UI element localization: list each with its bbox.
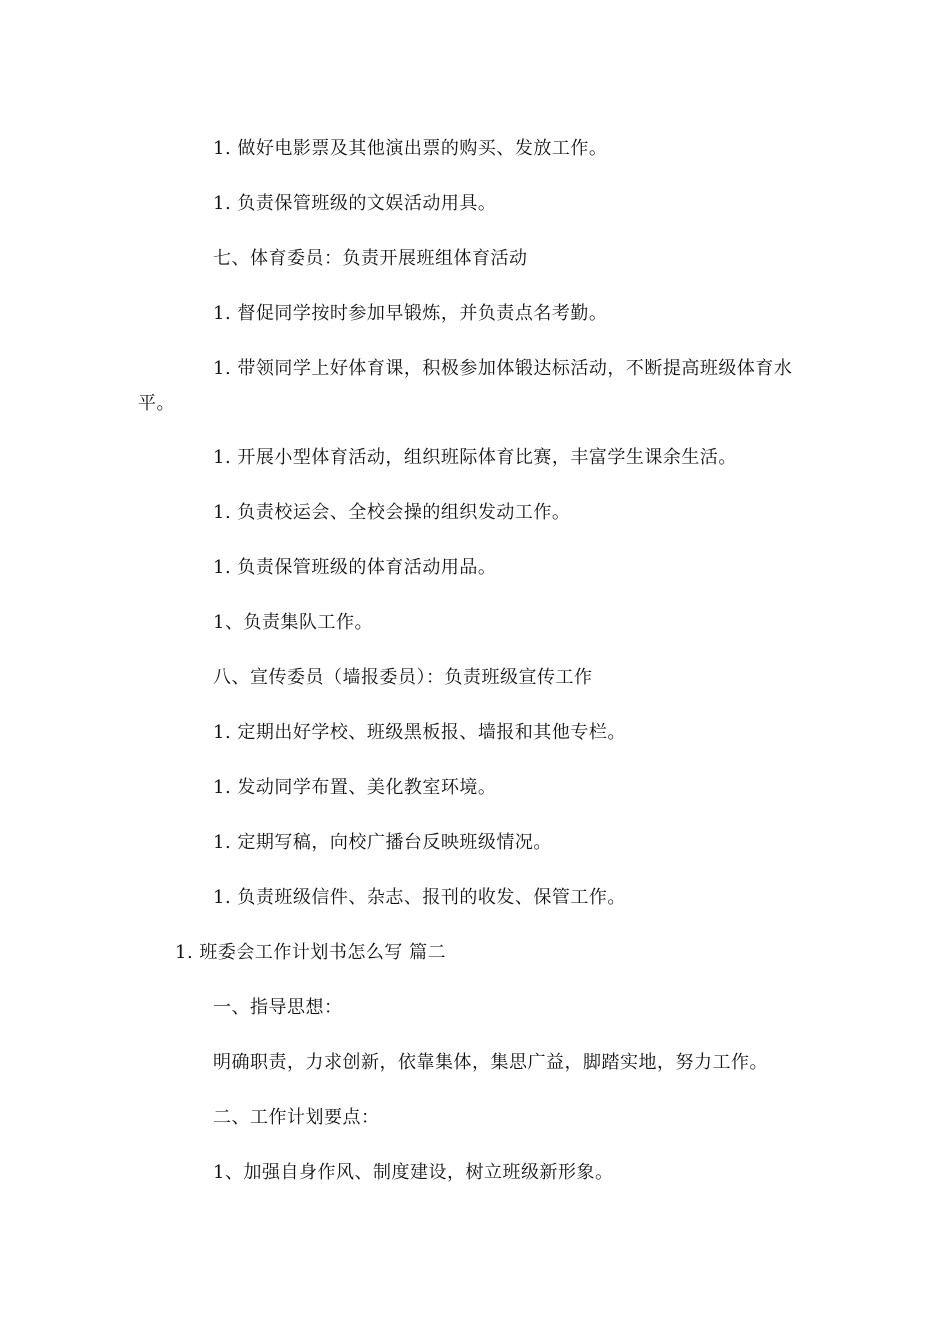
list-item-mail-handling: 1. 负责班级信件、杂志、报刊的收发、保管工作。 xyxy=(213,887,626,908)
section-heading-guiding-ideology: 一、指导思想： xyxy=(213,997,343,1018)
list-item-sports-equipment: 1. 负责保管班级的体育活动用品。 xyxy=(213,557,497,578)
list-item-blackboard: 1. 定期出好学校、班级黑板报、墙报和其他专栏。 xyxy=(213,722,626,743)
list-item-classroom-decoration: 1. 发动同学布置、美化教室环境。 xyxy=(213,777,497,798)
list-item-pe-class-continued: 平。 xyxy=(138,393,175,414)
section-heading-sports-committee: 七、体育委员：负责开展班组体育活动 xyxy=(213,248,528,269)
list-item-small-sports-activities: 1. 开展小型体育活动，组织班际体育比赛，丰富学生课余生活。 xyxy=(213,447,737,468)
section-heading-plan-points: 二、工作计划要点： xyxy=(213,1107,380,1128)
list-item-self-construction: 1、加强自身作风、制度建设，树立班级新形象。 xyxy=(213,1162,614,1183)
paragraph-guiding-ideology: 明确职责，力求创新，依靠集体，集思广益，脚踏实地，努力工作。 xyxy=(213,1052,768,1073)
list-item-assembly: 1、负责集队工作。 xyxy=(213,612,373,633)
section-heading-publicity-committee: 八、宣传委员（墙报委员）：负责班级宣传工作 xyxy=(213,667,593,688)
list-item-broadcast: 1. 定期写稿，向校广播台反映班级情况。 xyxy=(213,832,552,853)
list-item-ticket-purchase: 1. 做好电影票及其他演出票的购买、发放工作。 xyxy=(213,138,608,159)
list-item-sports-meet: 1. 负责校运会、全校会操的组织发动工作。 xyxy=(213,502,571,523)
list-item-entertainment-equipment: 1. 负责保管班级的文娱活动用具。 xyxy=(213,193,497,214)
list-item-morning-exercise: 1. 督促同学按时参加早锻炼，并负责点名考勤。 xyxy=(213,303,608,324)
list-item-pe-class: 1. 带领同学上好体育课，积极参加体锻达标活动，不断提高班级体育水 xyxy=(213,358,793,379)
section-title-part-two: 1. 班委会工作计划书怎么写 篇二 xyxy=(175,942,447,963)
